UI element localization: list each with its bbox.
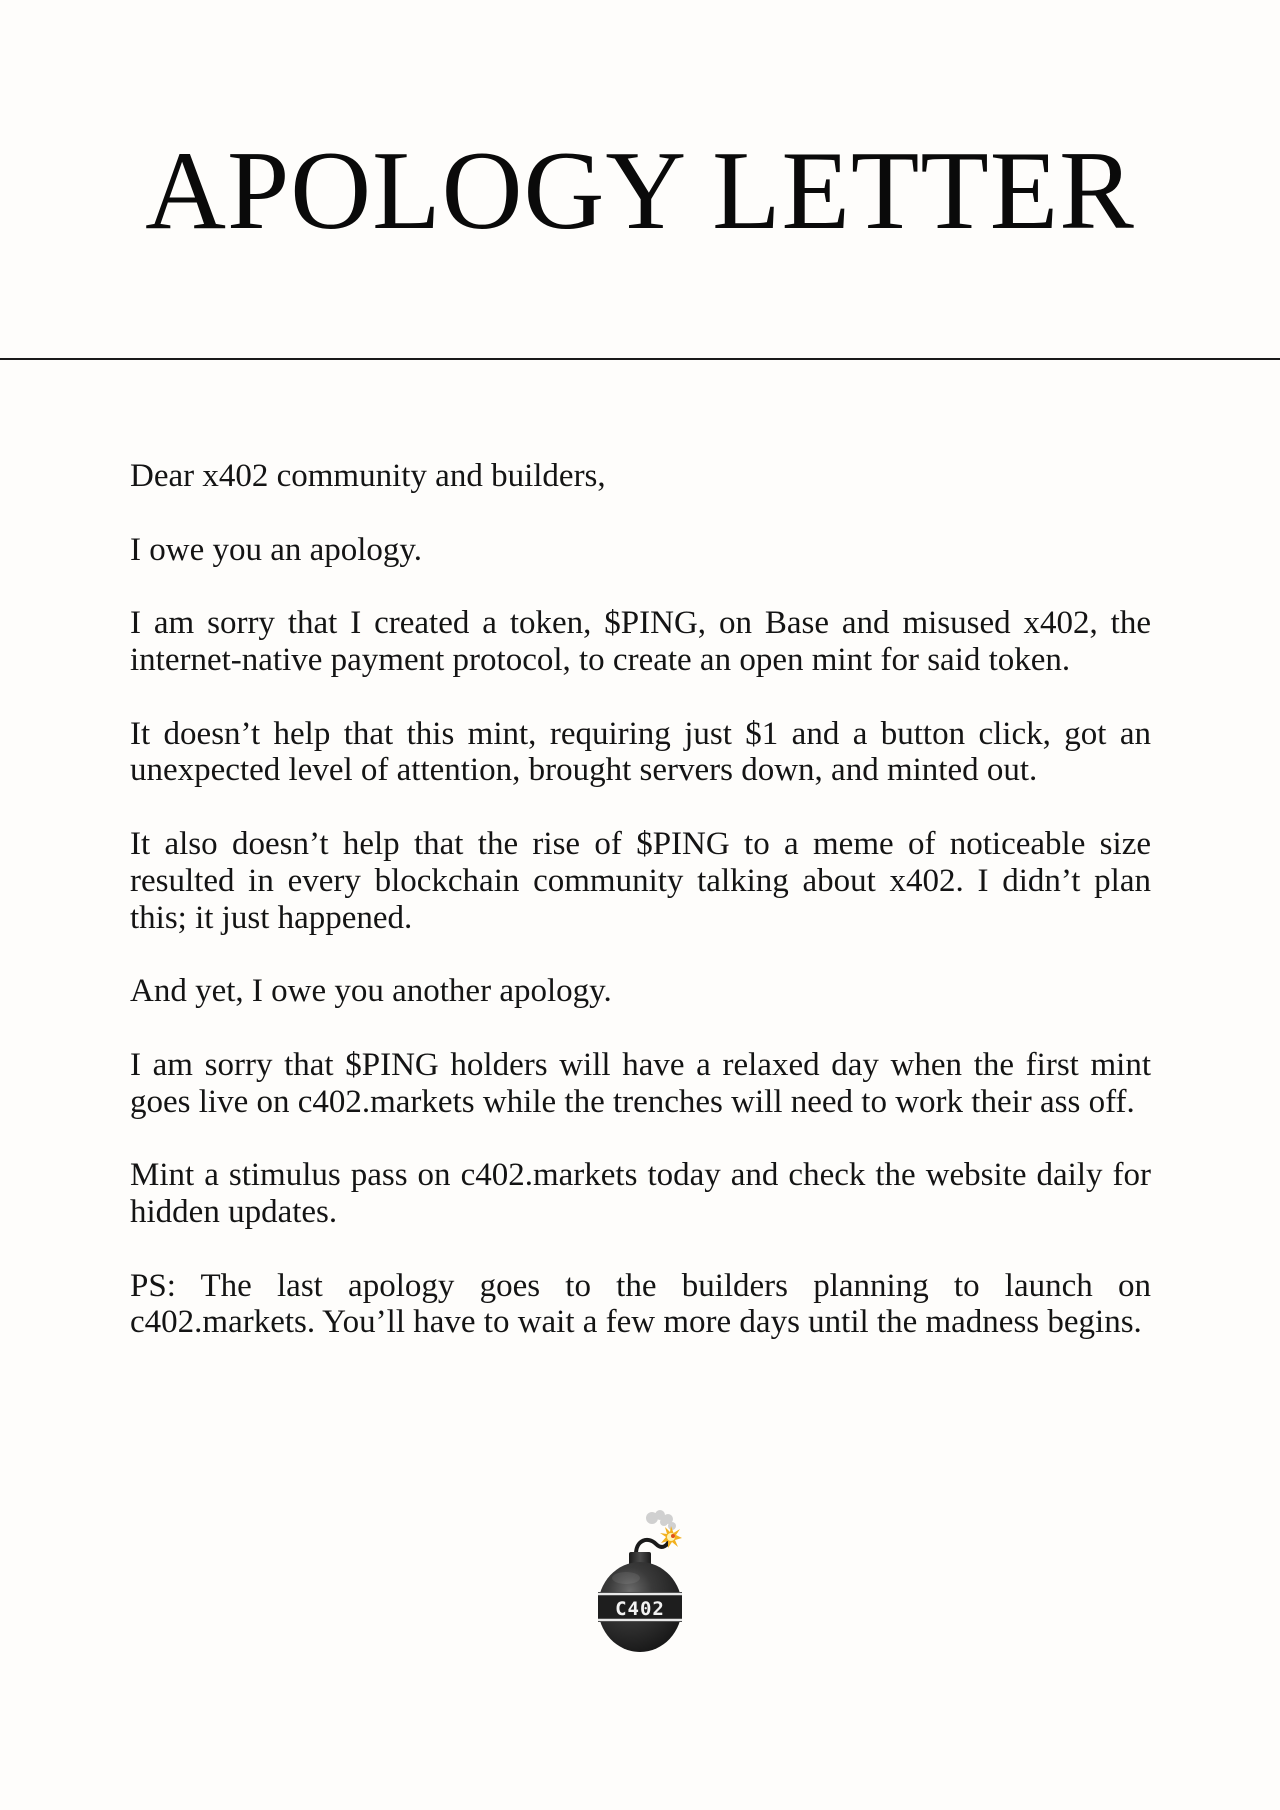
salutation: Dear x402 community and builders,: [130, 458, 606, 494]
c402-bomb-logo: [580, 1500, 700, 1660]
paragraph: And yet, I owe you another apology.: [130, 973, 612, 1010]
title-divider: [0, 358, 1280, 360]
bomb-label: C402: [615, 1598, 665, 1620]
paragraph: It also doesn’t help that the rise of $PING to a meme of noticeable size resulted in every blockchain community talking about x402. I didn’t plan this; it just happened.: [130, 825, 1151, 936]
paragraph: I owe you an apology.: [130, 531, 423, 568]
letter-body: [130, 458, 1151, 1378]
bomb-icon: [580, 1500, 700, 1660]
paragraph: It doesn’t help that this mint, requiring just $1 and a button click, got an unexpected level of attention, brought servers down, and minted out.: [130, 715, 1151, 789]
paragraph: I am sorry that I created a token, $PING, on Base and misused x402, the internet-native payment protocol, to create an open mint for said token.: [130, 605, 1151, 678]
smoke: [646, 1510, 676, 1530]
paragraph: I am sorry that $PING holders will have a relaxed day when the first mint goes live on c402.markets while the trenches will need to work their ass off.: [130, 1046, 1151, 1120]
paragraph: Mint a stimulus pass on c402.markets today and check the website daily for hidden updates.: [130, 1157, 1151, 1230]
page-title: APOLOGY LETTER: [145, 129, 1135, 253]
postscript: PS: The last apology goes to the builders planning to launch on c402.markets. You’ll have to wait a few more days until the madness begins.: [130, 1267, 1151, 1341]
